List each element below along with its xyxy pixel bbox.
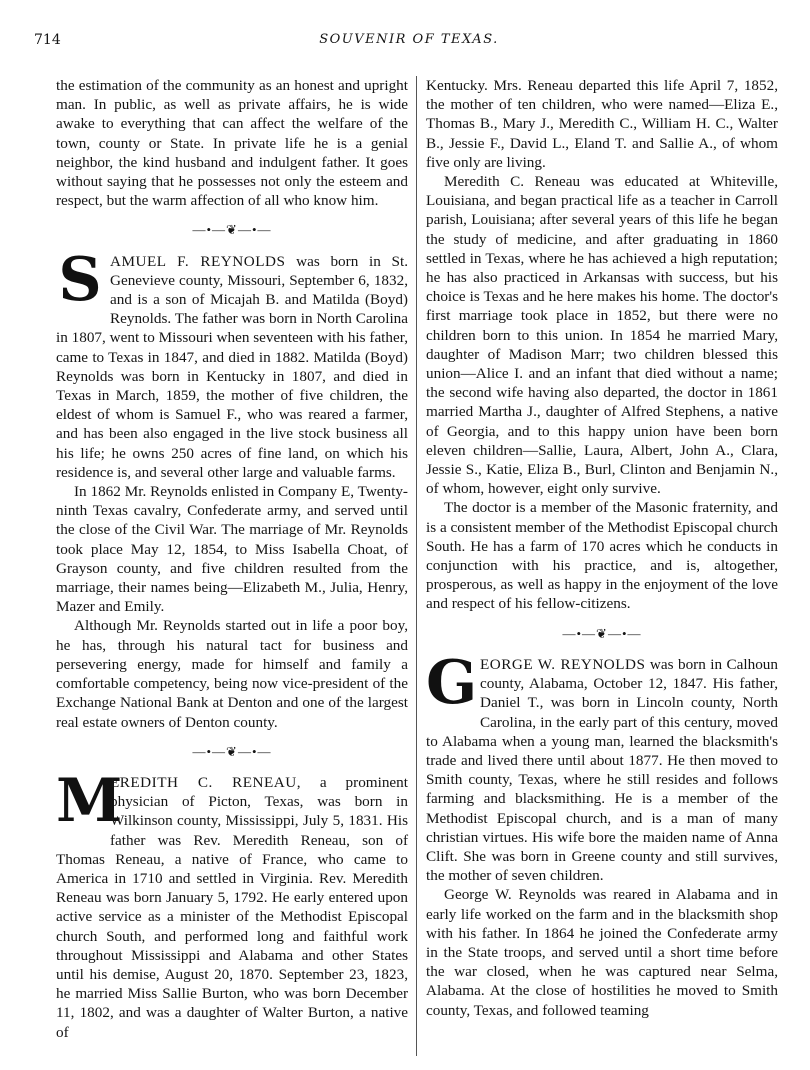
paragraph: In 1862 Mr. Reynolds enlisted in Company E, Twenty-ninth Texas cavalry, Confederate army, and served until the close of the Civil War. The marriage of Mr. Reynolds took place May 12, 1854, to Miss Isabella Choat, of Grayson county, and five children resulted from the marriage, their names being—Elizabeth M., Julia, Henry, Mazer and Emily. xyxy=(56,483,408,616)
paragraph: Kentucky. Mrs. Reneau departed this life April 7, 1852, the mother of ten children, who were named—Eliza E., Thomas B., Mary J., Meredith C., William H. C., Walter B., Jessie F., David L., Eland T. and Sallie A., of whom five only are living. xyxy=(426,77,778,171)
biography-samuel-reynolds xyxy=(56,244,409,482)
paragraph: Meredith C. Reneau was educated at Whiteville, Louisiana, and began practical life as a teacher in Carroll parish, Louisiana; after several years of this life he began the study of medicine, and after graduating in 1860 settled in Texas, where he has achieved a high reputation; he has also practiced in Arkansas with success, but his choice is Texas and he here makes his home. The doctor's first marriage took place in 1852, but there were no children born to this union. In 1854 he married Mary, daughter of Madison Marr; two children blessed this union—Alice I. and an infant that died without a name; the second wife having also departed, the doctor in 1861 married Martha J., daughter of Alfred Stephens, a native of Georgia, and to this happy union have been born eleven children—Sallie, Laura, Albert, John A., Clara, Jessie S., Katie, Eliza B., Burl, Clinton and Benjamin N., of whom, however, eight only survive. xyxy=(426,173,778,498)
paragraph: Although Mr. Reynolds started out in life a poor boy, he has, through his natural tact for business and persevering energy, made for himself and family a comfortable competency, being now vice-president of the Exchange National Bank at Denton and one of the largest real estate owners of Denton county. xyxy=(56,617,408,731)
section-ornament: —•—❦—•— xyxy=(192,743,272,759)
section-ornament: —•—❦—•— xyxy=(192,222,272,238)
paragraph: The doctor is a member of the Masonic fraternity, and is a consistent member of the Methodist Episcopal church South. He has a farm of 170 acres which he conducts in conjunction with his practice, and is, altogether, prosperous, as well as happy in the enjoyment of the love and respect of his fellow-citizens. xyxy=(426,499,778,613)
drop-cap: M xyxy=(56,765,123,836)
paragraph-text: was born in St. Genevieve county, Missouri, September 6, 1832, and is a son of Micajah B. and Matilda (Boyd) Reynolds. The father was born in North Carolina in 1807, went to Missouri when seventeen with his father, came to Texas in 1847, and died in 1882. Matilda (Boyd) Reynolds was born in Kentucky in 1807, and died in Texas in March, 1859, the mother of five children, the eldest of whom is Samuel F., who was reared a farmer, and has been also engaged in the live stock business all his life; he owns 250 acres of fine land, on which his residence is, and several other large and valuable farms. xyxy=(56,252,409,481)
biography-george-reynolds xyxy=(426,647,778,885)
page-number: 714 xyxy=(34,32,61,48)
paragraph-text: was born in Calhoun county, Alabama, October 12, 1847. His father, Daniel T., was born in Lincoln county, North Carolina, in the early part of this century, moved to Alabama when a young man, learned the blacksmith's trade and lived there until about 1877. He then moved to Smith county, Texas, where he still resides and follows farming and blacksmithing. He is a member of the Methodist Episcopal church, and is a man of many christian virtues. His wife bore the maiden name of Anna Clift. She was born in Greene county and still survives, the mother of seven children. xyxy=(426,655,778,885)
drop-cap: S xyxy=(58,244,102,315)
running-title: SOUVENIR OF TEXAS. xyxy=(319,32,499,47)
page-header xyxy=(34,30,784,52)
biography-meredith-reneau xyxy=(56,765,408,1042)
biography-name: EORGE W. REYNOLDS xyxy=(480,655,646,673)
paragraph: George W. Reynolds was reared in Alabama and in early life worked on the farm and in the blacksmith shop with his father. In 1864 he joined the Confederate army in the State troops, and served until a short time before the war closed, when he was captured near Selma, Alabama. At the close of hostilities he moved to Smith county, Texas, and followed teaming xyxy=(426,886,778,1019)
paragraph: the estimation of the community as an honest and upright man. In public, as well as private affairs, he is wide awake to everything that can affect the welfare of the town, county or State. In private life he is a genial neighbor, the kind husband and indulgent father. It goes without saying that he possesses not only the esteem and respect, but the warm affection of all who know him. xyxy=(56,77,408,210)
paragraph-text: a prominent physician of Picton, Texas, was born in Wilkinson county, Mississippi, July 5, 1831. His father was Rev. Meredith Reneau, son of Thomas Reneau, a native of France, who came to America in 1710 and settled in Virginia. Rev. Meredith Reneau was born January 5, 1792. He early entered upon active service as a minister of the Methodist Episcopal church South, and performed long and faithful work throughout Mississippi and Alabama and other States until his demise, August 20, 1870. September 23, 1823, he married Miss Sallie Burton, who was born December 11, 1802, and was a daughter of Walter Burton, a native of xyxy=(56,773,408,1041)
section-ornament: —•—❦—•— xyxy=(562,625,642,641)
biography-name: AMUEL F. REYNOLDS xyxy=(110,252,286,270)
right-column xyxy=(426,76,778,1020)
drop-cap: G xyxy=(426,647,478,718)
column-divider xyxy=(416,76,417,1056)
left-column xyxy=(56,76,408,1042)
biography-name: EREDITH C. RENEAU, xyxy=(110,773,302,791)
